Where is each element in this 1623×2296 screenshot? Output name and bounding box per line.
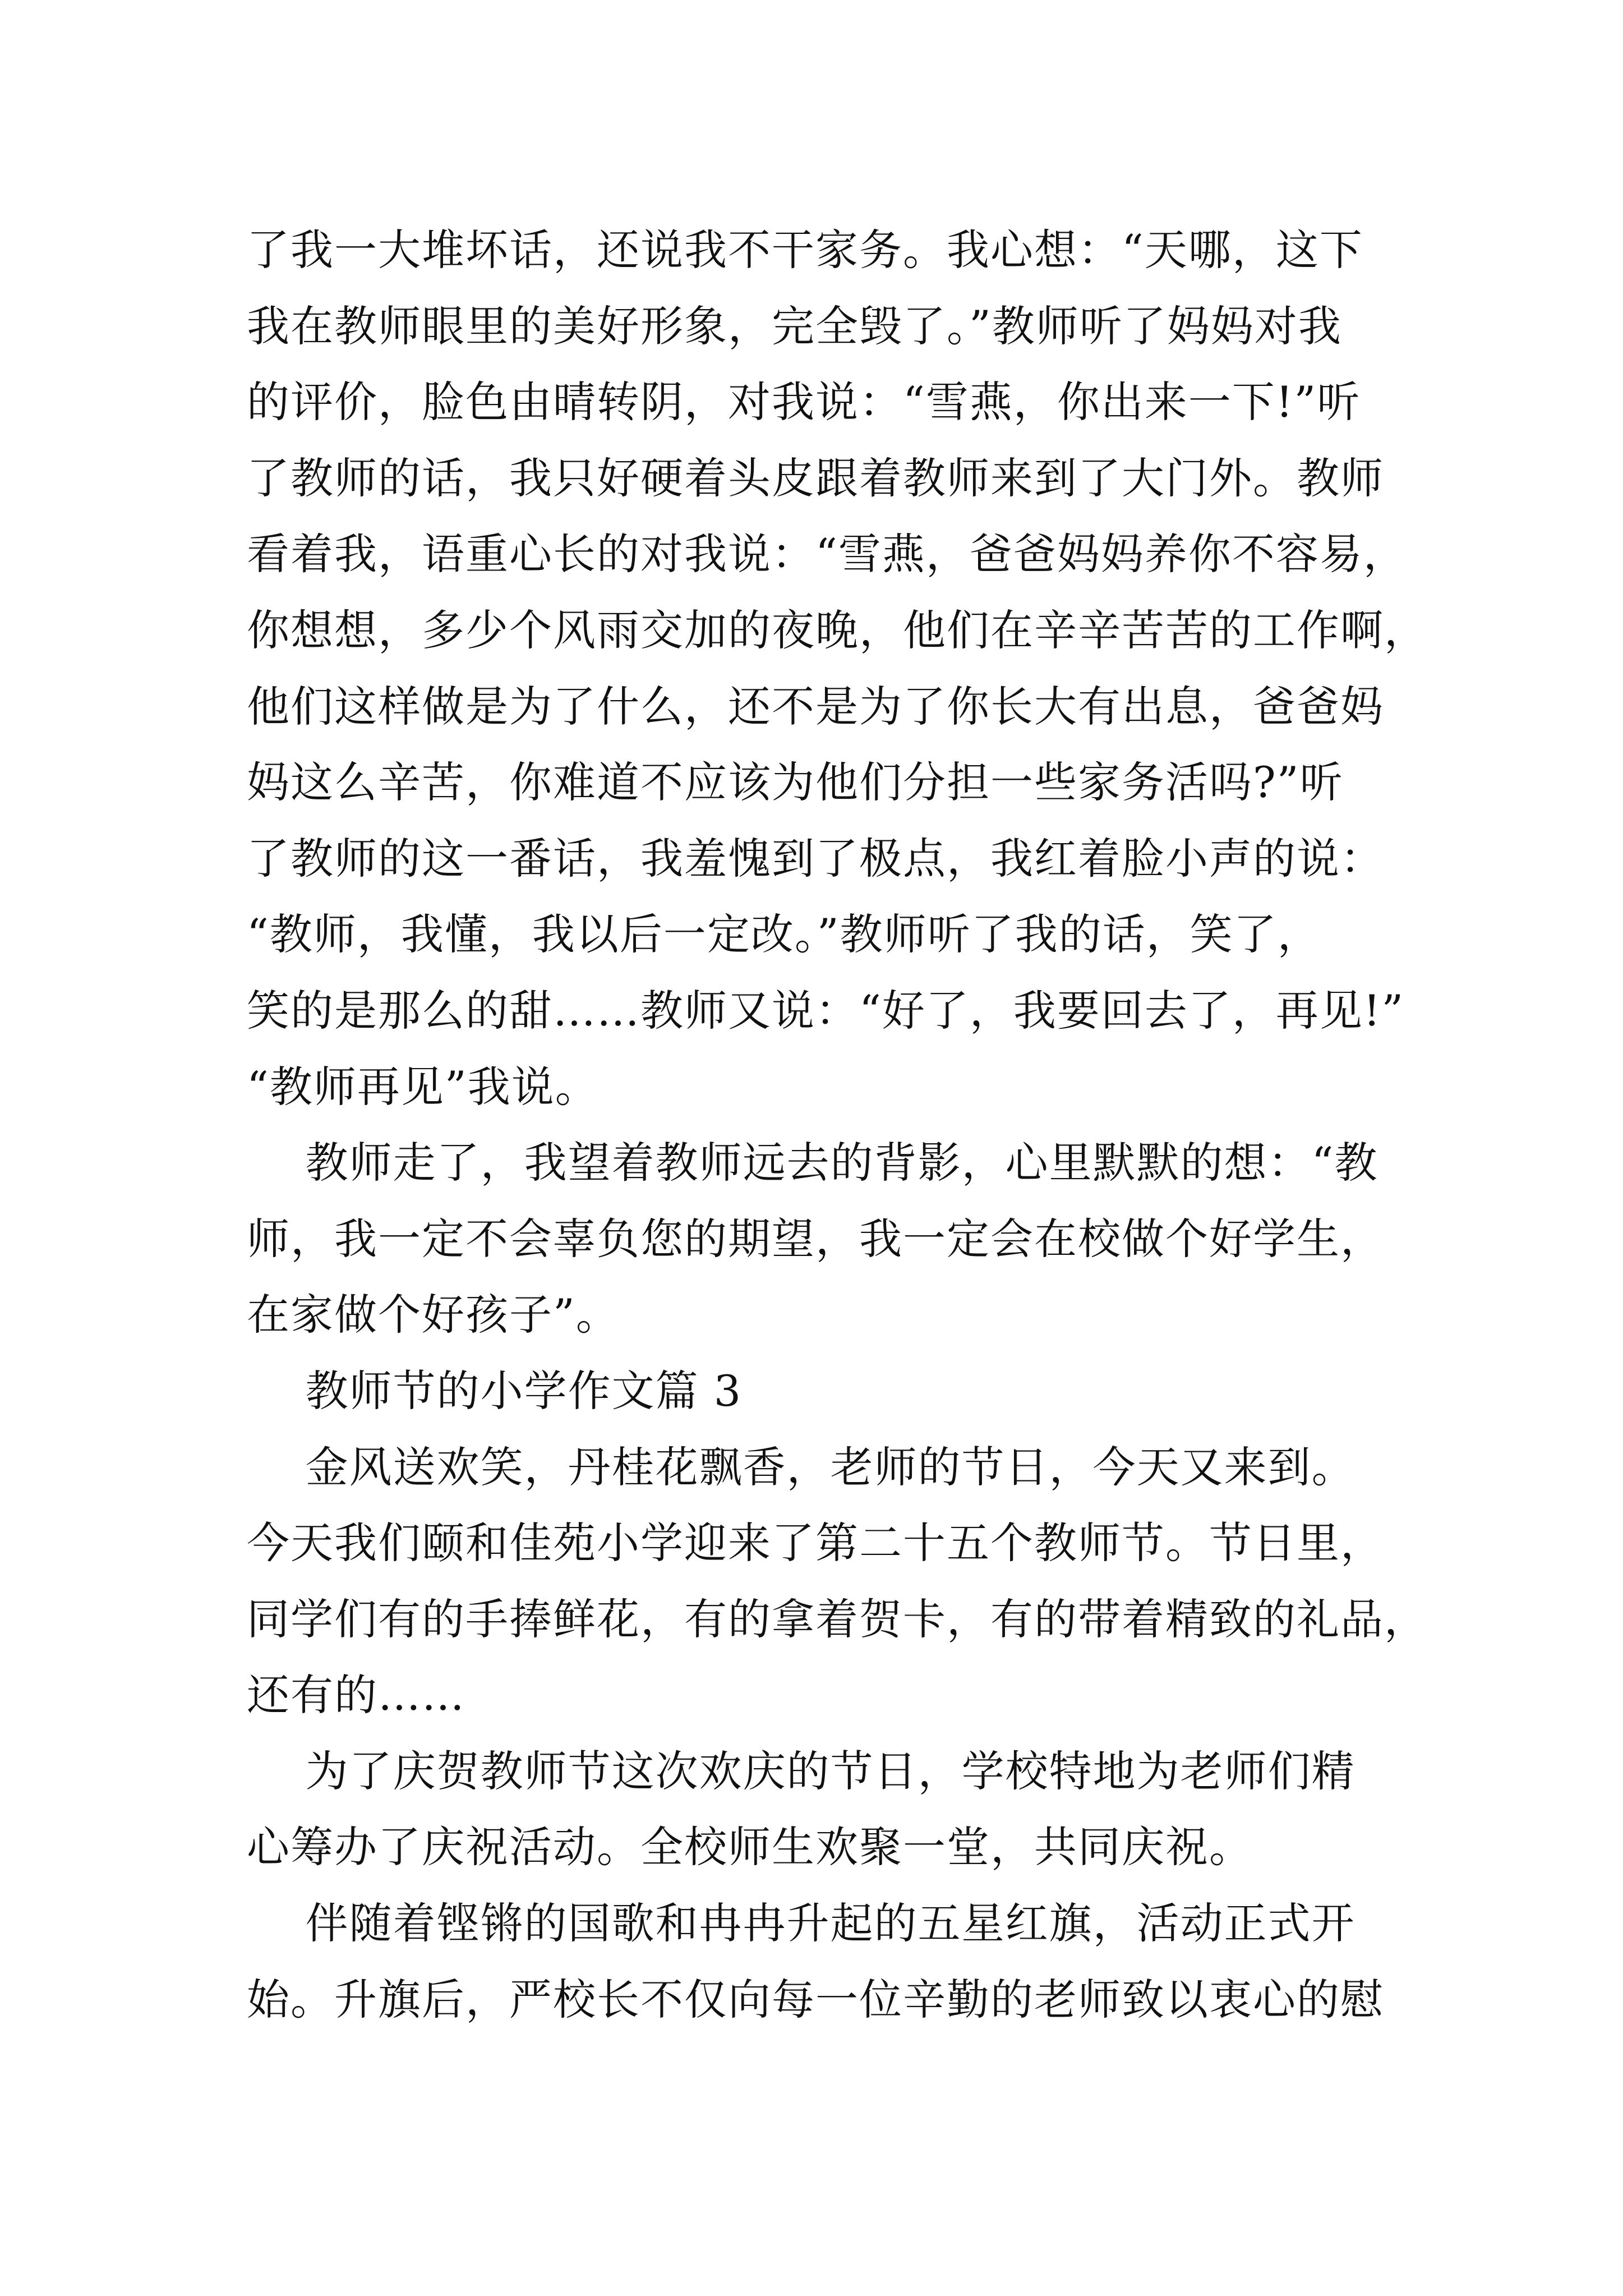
text-line: 为了庆贺教师节这次欢庆的节日，学校特地为老师们精 [247,1746,1355,1796]
section-heading: 教师节的小学作文篇 3 [247,1365,743,1416]
text-line: 同学们有的手捧鲜花，有的拿着贺卡，有的带着精致的礼品， [247,1594,1428,1644]
text-line: 你想想，多少个风雨交加的夜晚，他们在辛辛苦苦的工作啊， [247,605,1428,655]
text-line: 金风送欢笑，丹桂花飘香，老师的节日，今天又来到。 [247,1442,1355,1492]
text-line: 了我一大堆坏话，还说我不干家务。我心想：“天哪，这下 [247,225,1363,275]
text-line: “教师，我懂，我以后一定改。”教师听了我的话，笑了， [247,909,1321,960]
text-line: 妈这么辛苦，你难道不应该为他们分担一些家务活吗?”听 [247,757,1344,808]
text-line: 始。升旗后，严校长不仅向每一位辛勤的老师致以衷心的慰 [247,1974,1384,2024]
essay-body [247,212,1428,2037]
text-line: 的评价，脸色由晴转阴，对我说：“雪燕，你出来一下!”听 [247,377,1361,427]
text-line: 教师走了，我望着教师远去的背影，心里默默的想：“教 [247,1138,1378,1188]
text-line: 师，我一定不会辜负您的期望，我一定会在校做个好学生， [247,1213,1384,1264]
text-line: 我在教师眼里的美好形象，完全毁了。”教师听了妈妈对我 [247,301,1342,351]
text-line: 还有的…… [247,1670,465,1720]
text-line: 看着我，语重心长的对我说：“雪燕，爸爸妈妈养你不容易， [247,529,1407,579]
text-line: 在家做个好孩子”。 [247,1290,620,1340]
text-line: “教师再见”我说。 [247,1061,599,1112]
text-line: 伴随着铿锵的国歌和冉冉升起的五星红旗，活动正式开 [247,1898,1355,1949]
text-line: 了教师的话，我只好硬着头皮跟着教师来到了大门外。教师 [247,453,1384,503]
text-line: 笑的是那么的甜……教师又说：“好了，我要回去了，再见!” [247,985,1405,1036]
text-line: 今天我们颐和佳苑小学迎来了第二十五个教师节。节日里， [247,1518,1384,1568]
text-line: 了教师的这一番话，我羞愧到了极点，我红着脸小声的说： [247,833,1384,884]
text-line: 心筹办了庆祝活动。全校师生欢聚一堂，共同庆祝。 [247,1822,1253,1872]
text-line: 他们这样做是为了什么，还不是为了你长大有出息，爸爸妈 [247,681,1384,731]
